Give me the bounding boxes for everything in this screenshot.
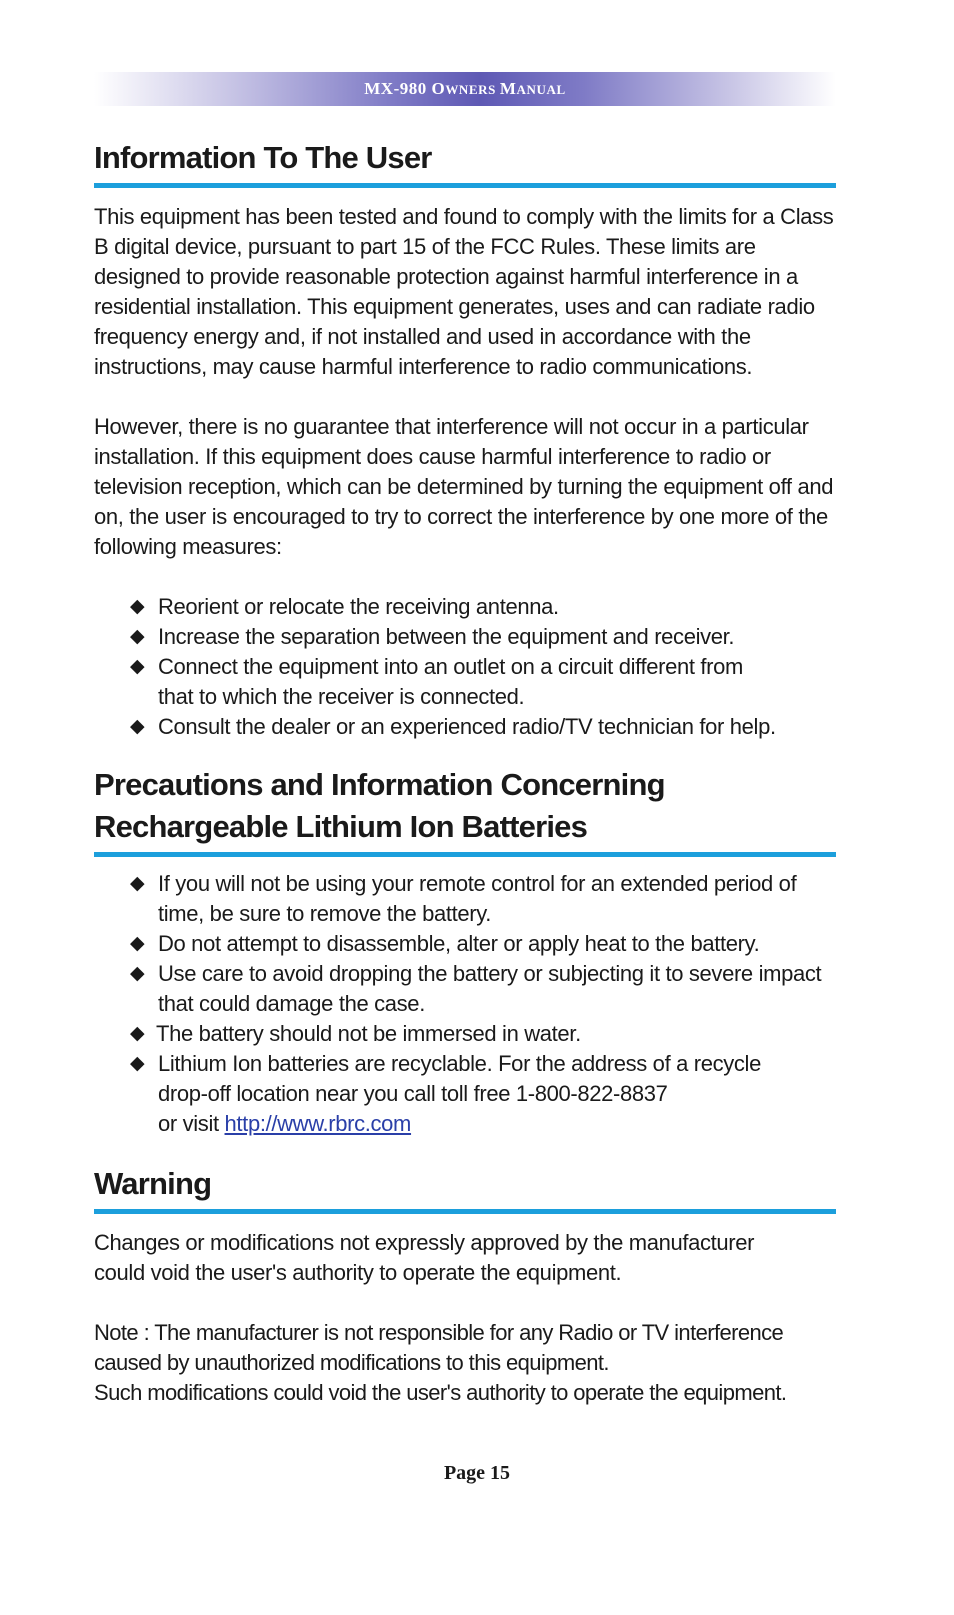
page-content (94, 137, 836, 1408)
list-item: ◆ The battery should not be immersed in water. (130, 1019, 836, 1049)
list-item: ◆ Do not attempt to disassemble, alter or apply heat to the battery. (130, 929, 836, 959)
manual-header-bar (94, 72, 836, 106)
manual-header-title (364, 79, 566, 99)
list-item: ◆ If you will not be using your remote control for an extended period of time, be sure to remove the battery. (130, 871, 797, 926)
diamond-bullet-icon: ◆ (130, 1023, 145, 1044)
battery-precautions-list (94, 869, 836, 1139)
list-item: ◆ Increase the separation between the equipment and receiver. (130, 622, 836, 652)
diamond-bullet-icon: ◆ (130, 963, 145, 984)
list-item: ◆ Consult the dealer or an experienced radio/TV technician for help. (130, 712, 836, 742)
diamond-bullet-icon: ◆ (130, 933, 145, 954)
heading-warning: Warning (94, 1163, 836, 1214)
diamond-bullet-icon: ◆ (130, 626, 145, 647)
diamond-bullet-icon: ◆ (130, 596, 145, 617)
header-model: MX-980 (364, 79, 427, 98)
warning-paragraph: Changes or modifications not expressly approved by the manufacturer could void the user's authority to operate the equipment. (94, 1230, 755, 1285)
interference-measures-list (94, 592, 836, 742)
fcc-paragraph: This equipment has been tested and found to comply with the limits for a Class B digital device, pursuant to part 15 of the FCC Rules. These limits are designed to provide reasonable protection against harmful interference in a residential installation. This equipment generates, uses and can radiate radio frequency energy and, if not installed and used in accordance with the instructions, may cause harmful interference to radio communications. (94, 204, 834, 379)
rbrc-link[interactable]: http://www.rbrc.com (224, 1111, 412, 1136)
diamond-bullet-icon: ◆ (130, 656, 145, 677)
heading-lithium-precautions: Precautions and Information Concerning Rechargeable Lithium Ion Batteries (94, 764, 836, 857)
diamond-bullet-icon: ◆ (130, 1053, 145, 1074)
list-item: ◆ Use care to avoid dropping the battery or subjecting it to severe impact that could damage the case. (130, 961, 822, 1016)
diamond-bullet-icon: ◆ (130, 873, 145, 894)
interference-paragraph: However, there is no guarantee that interference will not occur in a particular installation. If this equipment does cause harmful interference to radio or television reception, which can be determined by turning the equipment off and on, the user is encouraged to try to correct the interference by one more of the following measures: (94, 414, 834, 559)
header-title-rest: OWNERS MANUAL (431, 79, 566, 98)
diamond-bullet-icon: ◆ (130, 716, 145, 737)
note-paragraph: Note : The manufacturer is not responsible for any Radio or TV interference caused by unauthorized modifications to this equipment. Such modifications could void the user's authority to operate the equipment. (94, 1320, 787, 1405)
list-item: ◆ Lithium Ion batteries are recyclable. For the address of a recycle drop-off location near you call toll free 1-800-822-8837 or visit http://www.rbrc.com (130, 1051, 761, 1136)
list-item: ◆ Connect the equipment into an outlet on a circuit different from that to which the receiver is connected. (130, 654, 743, 709)
list-item: ◆ Reorient or relocate the receiving antenna. (130, 592, 836, 622)
page-number: Page 15 (443, 1462, 511, 1484)
heading-information-to-user: Information To The User (94, 137, 836, 188)
